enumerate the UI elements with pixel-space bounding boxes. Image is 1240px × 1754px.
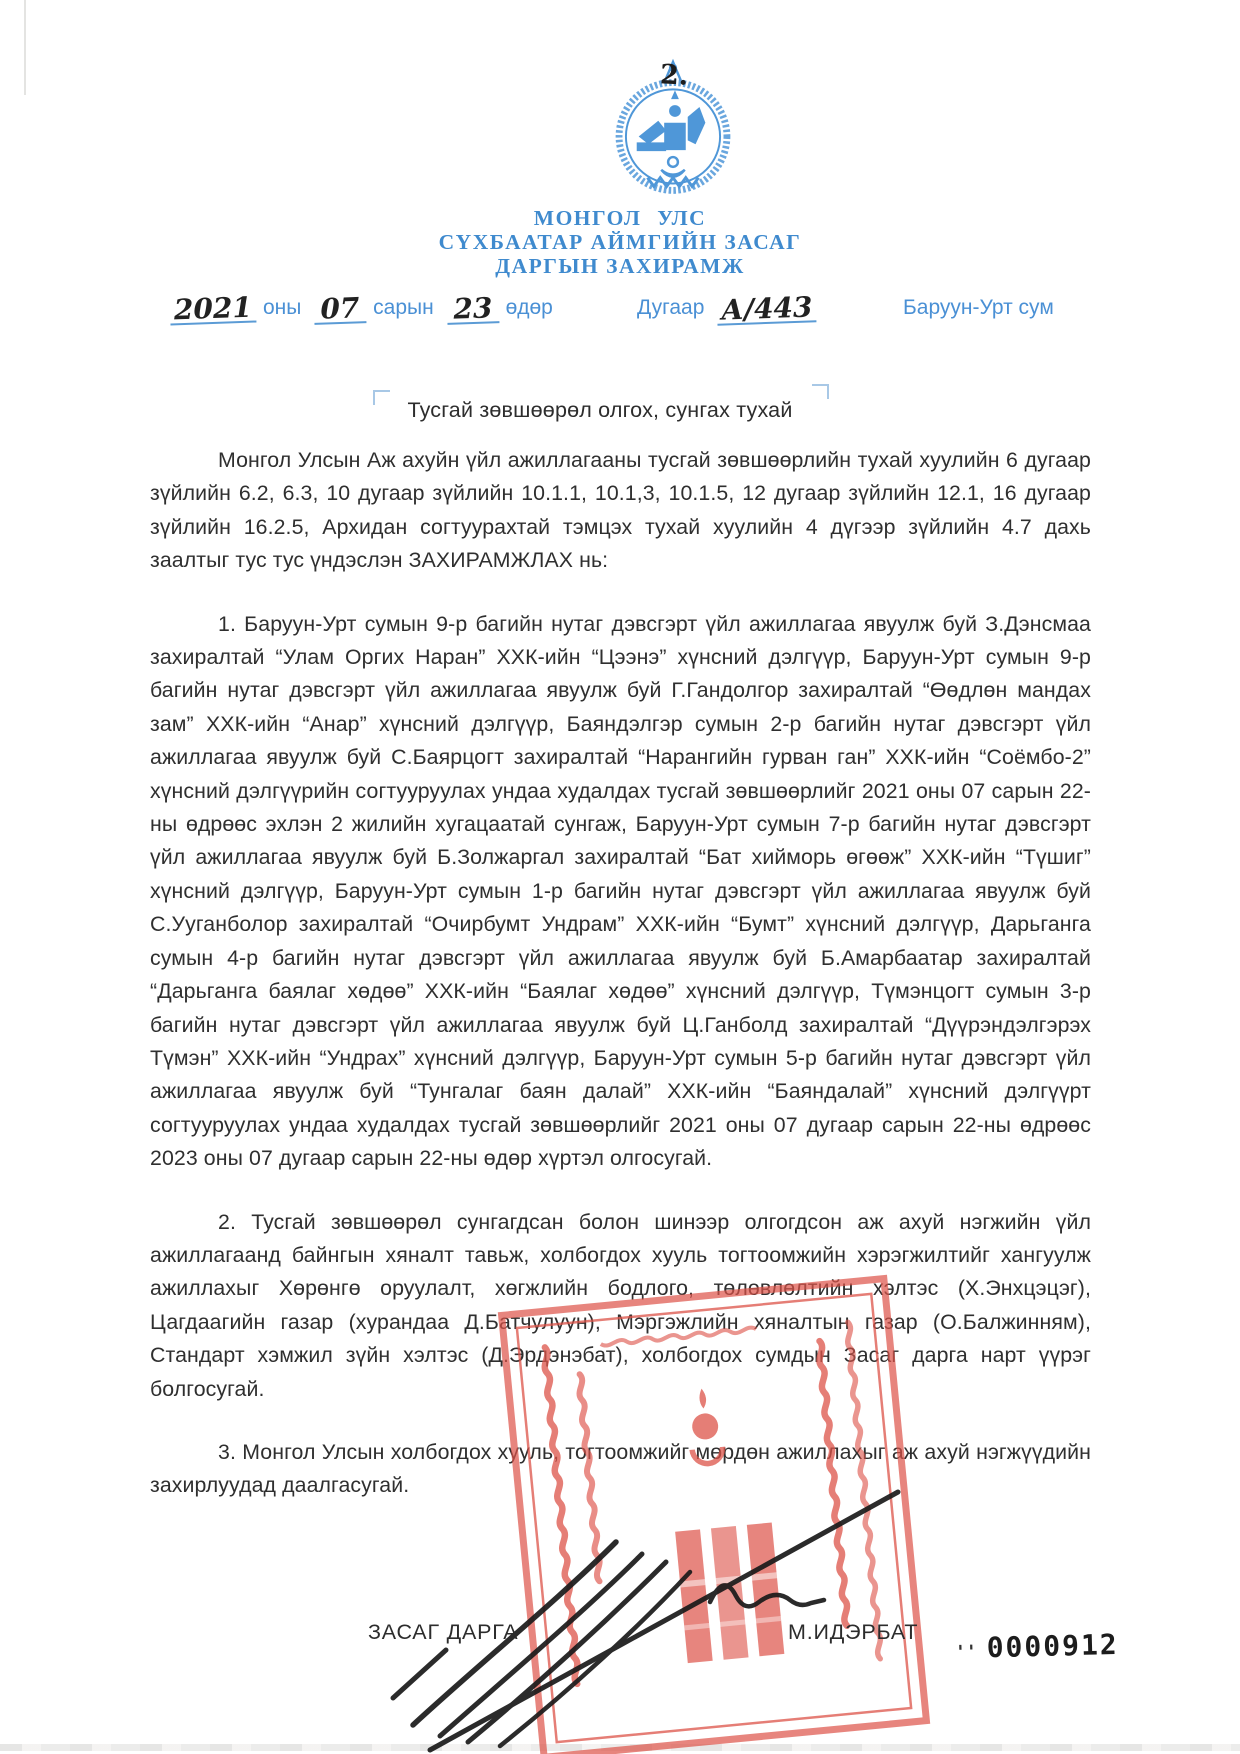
paragraph-item-1: 1. Баруун-Урт сумын 9-р багийн нутаг дэвсгэрт үйл ажиллагаа явуулж буй З.Дэнсмаа захиралтай “Улам Оргих Наран” ХХК-ийн “Цээнэ” хүнсний дэлгүүр, Баруун-Урт сумын 9-р багийн нутаг дэвсгэрт үйл ажиллагаа явуулж буй Г.Гандолгор захиралтай “Өөдлөн мандах зам” ХХК-ийн “Анар” хүнсний дэлгүүр, Баяндэлгэр сумын 2-р багийн нутаг дэвсгэрт үйл ажиллагаа явуулж буй С.Баярцогт захиралтай “Нарангийн гурван ган” ХХК-ийн “Соёмбо-2” хүнсний дэлгүүрийн согтууруулах ундаа худалдах тусгай зөвшөөрлийг 2021 оны 07 сарын 22-ны өдрөөс эхлэн 2 жилийн хугацаатай сунгаж, Баруун-Урт сумын 7-р багийн нутаг дэвсгэрт үйл ажиллагаа явуулж буй Б.Золжаргал захиралтай “Бат хийморь өгөөж” ХХК-ийн “Түшиг” хүнсний дэлгүүр, Баруун-Урт сумын 1-р багийн нутаг дэвсгэрт үйл ажиллагаа явуулж буй С.Ууганболор захиралтай “Очирбумт Ундрам” ХХК-ийн “Бумт” хүнсний дэлгүүр, Дарьганга сумын 4-р багийн нутаг дэвсгэрт үйл ажиллагаа явуулж буй Б.Амарбаатар захиралтай “Дарьганга баялаг хөдөө” ХХК-ийн “Баялаг хөдөө” хүнсний дэлгүүр, Түмэнцогт сумын 3-р багийн нутаг дэвсгэрт үйл ажиллагаа явуулж буй Ц.Ганболд захиралтай “Дүүрэндэлгэрэх Түмэн” ХХК-ийн “Ундрах” хүнсний дэлгүүр, Баруун-Урт сумын 5-р багийн нутаг дэвсгэрт үйл ажиллагаа явуулж буй “Тунгалаг баян далай” ХХК-ийн “Баяндалай” хүнсний дэлгүүрт согтууруулах ундаа худалдах тусгай зөвшөөрлийг 2021 оны 07 дугаар сарын 22-ны өдрөөс 2023 оны 07 дугаар сарын 22-ны өдөр хүртэл олгосугай. xyxy=(150,611,1091,1171)
governor-name: М.ИДЭРБАТ xyxy=(788,1620,919,1644)
paragraph-preamble: Монгол Улсын Аж ахуйн үйл ажиллагааны тусгай зөвшөөрлийн тухай хуулийн 6 дугаар зүйлийн 6.2, 6.3, 10 дугаар зүйлийн 10.1.1, 10.1,3, 10.1.5, 12 дугаар зүйлийн 12.1, 16 дугаар зүйлийн 16.2.5, Архидан согтуурахтай тэмцэх тухай хуулийн 4 дүгээр зүйлийн 4.7 дахь заалтыг тус тус үндэслэн ЗАХИРАМЖЛАХ нь: xyxy=(150,448,1091,573)
handwritten-signature-icon xyxy=(358,1450,938,1754)
governor-title-label: ЗАСАГ ДАРГА xyxy=(368,1620,519,1644)
date-day-value: 23 xyxy=(446,295,499,325)
date-year-value: 2021 xyxy=(170,295,257,326)
doc-number-group xyxy=(637,290,824,327)
doc-number-label: Дугаар xyxy=(637,296,705,319)
serial-number-value: 0000912 xyxy=(986,1627,1120,1665)
location-name: Баруун-Урт сум xyxy=(903,296,1054,319)
header-country: МОНГОЛ УЛС xyxy=(533,206,707,230)
title-row xyxy=(0,398,1200,423)
header-agency: СҮХБААТАР АЙМГИЙН ЗАСАГ xyxy=(438,230,802,254)
serial-prefix-mark: '' xyxy=(954,1641,978,1664)
paragraph-item-3: 3. Монгол Улсын холбогдох хууль, тогтоомжийг мөрдөн ажиллахыг аж ахуй нэгжүүдийн захирлуудад даалгасугай. xyxy=(150,1439,1091,1498)
title-corner-mark-left-icon xyxy=(373,390,390,405)
header-emblem xyxy=(598,58,748,210)
date-row xyxy=(0,288,1240,338)
scan-edge-artifact xyxy=(24,0,26,95)
date-year-label: оны xyxy=(262,296,302,319)
handwritten-page-annotation: 2. xyxy=(659,59,689,92)
date-day-label: өдөр xyxy=(505,296,553,319)
paragraph-item-2: 2. Тусгай зөвшөөрөл сунгагдсан болон шинээр олгогдсон аж ахуй нэгжийн үйл ажиллагаанд байнгын хяналт тавьж, холбогдох хууль тогтоомжийн хэрэгжилтийг хангуулж ажиллахыг Хөрөнгө оруулалт, хөгжлийн бодлого, төлөвлөлтийн хэлтэс (Х.Энхцэцэг), Цагдаагийн газар (хурандаа Д.Батчулуун), Мэргэжлийн хяналтын газар (О.Балжинням), Стандарт хэмжил зүйн хэлтэс (Д.Эрдэнэбат), холбогдох сумдын Засаг дарга нарт үүрэг болгосугай. xyxy=(150,1209,1091,1401)
header-doc-type: ДАРГЫН ЗАХИРАМЖ xyxy=(495,254,745,278)
doc-number-value: А/443 xyxy=(717,294,817,325)
date-month-label: сарын xyxy=(373,296,434,319)
title-corner-mark-right-icon xyxy=(812,384,829,399)
serial-number xyxy=(955,1628,1120,1665)
document-title: Тусгай зөвшөөрөл олгох, сунгах тухай xyxy=(407,398,792,423)
letterhead xyxy=(0,206,1240,278)
date-month-value: 07 xyxy=(314,295,367,325)
date-group xyxy=(163,290,553,327)
